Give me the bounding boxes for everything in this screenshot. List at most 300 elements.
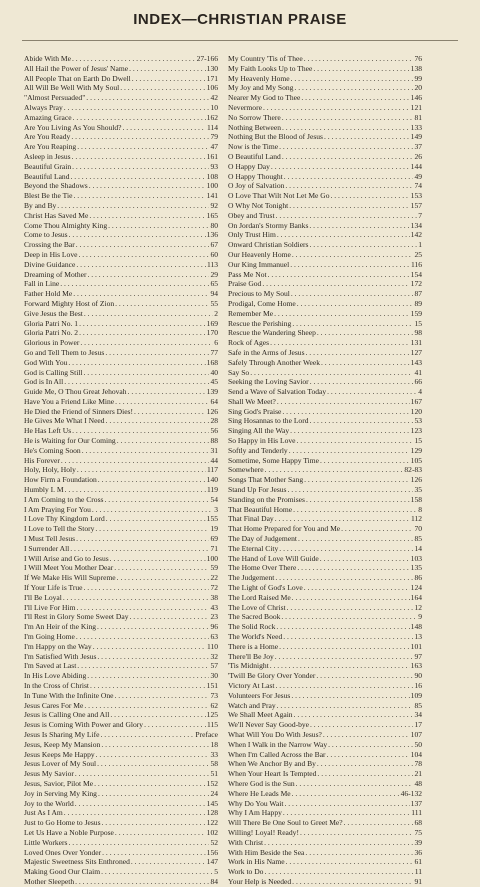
index-entry [228,652,422,662]
hymn-number: 71 [210,543,218,553]
index-entry [228,495,422,505]
index-entry [228,93,422,103]
hymn-title: Jesus is Coming With Power and Glory [24,720,144,730]
index-entry [228,64,422,74]
dot-leader [100,730,194,740]
dot-leader [78,250,209,260]
hymn-title: Nothing Between [228,122,282,132]
dot-leader [277,397,410,407]
index-entry [24,828,218,838]
hymn-number: 16 [414,681,422,690]
hymn-number: 13 [414,632,422,642]
hymn-number: 26 [414,151,422,161]
hymn-title: Our Heavenly Home [228,249,291,259]
index-entry [228,848,422,858]
hymn-title: Holy, Holy, Holy [24,465,76,475]
hymn-title: Beautiful Grain [24,161,72,171]
hymn-title: We Shall Meet Again [228,710,293,720]
hymn-number: 85 [414,700,422,710]
index-entry [228,465,422,475]
dot-leader [292,319,413,329]
dot-leader [321,358,410,368]
hymn-title: Forward Mighty Host of Zion [24,298,115,308]
hymn-number: 66 [414,377,422,387]
index-entry [24,181,218,191]
hymn-title: I Am Praying For You [24,504,91,514]
hymn-number: 115 [206,720,218,730]
hymn-number: 23 [210,612,218,622]
hymn-title: Joy to the World [24,798,74,808]
dot-leader [79,328,206,338]
hymn-number: 49 [414,171,422,181]
hymn-number: 64 [210,396,218,406]
hymn-title: All People That on Earth Do Dwell [24,73,131,83]
hymn-title: The Love of Christ [228,602,286,612]
dot-leader [79,319,206,329]
hymn-title: Where He Leads Me [228,788,291,798]
hymn-title: The Sacred Book [228,612,281,622]
dot-leader [323,730,410,740]
dot-leader [129,64,206,74]
hymn-number: 11 [414,867,422,877]
dot-leader [262,279,409,289]
dot-leader [281,612,417,622]
dot-leader [282,407,409,417]
dot-leader [115,828,206,838]
hymn-number: 146 [410,93,422,103]
hymn-number: 41 [414,367,422,377]
dot-leader [76,603,209,613]
index-entry [228,759,422,769]
dot-leader [117,573,210,583]
index-entry [228,730,422,740]
hymn-number: 141 [206,191,218,201]
hymn-number: 100 [206,553,218,563]
dot-leader [84,701,209,711]
hymn-number: 82-83 [404,465,422,475]
index-entry [24,407,218,417]
hymn-number: 12 [414,602,422,612]
hymn-number: 144 [410,161,422,171]
hymn-title: Work in His Name [228,857,285,867]
index-entry [24,612,218,622]
index-entry [24,808,218,818]
hymn-title: Abide With Me [24,54,71,63]
hymn-title: Just As I Am [24,808,63,818]
dot-leader [294,710,414,720]
index-entry [228,250,422,260]
hymn-number: 133 [410,122,422,132]
dot-leader [68,358,205,368]
dot-leader [277,230,410,240]
dot-leader [291,74,414,84]
hymn-title: Let Us Have a Noble Purpose [24,827,114,837]
dot-leader [270,661,410,671]
dot-leader [96,750,210,760]
hymn-number: 92 [210,200,218,210]
index-entry [24,583,218,593]
index-entry [228,828,422,838]
hymn-number: 113 [206,259,218,269]
dot-leader [320,456,410,466]
dot-leader [73,191,205,201]
dot-leader [130,612,210,622]
hymn-title: Softly and Tenderly [228,445,288,455]
hymn-number: 105 [410,455,422,465]
dot-leader [275,514,410,524]
index-entry [24,123,218,133]
index-entry [228,514,422,524]
hymn-number: 162 [206,112,218,122]
dot-leader [327,750,410,760]
hymn-number: 29 [210,269,218,279]
index-entry [228,632,422,642]
index-entry [228,612,422,622]
dot-leader [292,250,414,260]
index-entry [228,475,422,485]
dot-leader [63,593,210,603]
hymn-title: Loved Ones Over Yonder [24,847,102,857]
hymn-title: Come to Jesus [24,230,68,240]
hymn-number: 112 [410,514,422,524]
hymn-title: There'll Be Joy [228,651,274,661]
index-entry [228,603,422,613]
hymn-number: 28 [210,416,218,426]
index-entry [228,368,422,378]
hymn-title: When Your Heart Is Tempted [228,769,317,779]
index-entry [24,64,218,74]
dot-leader [97,652,209,662]
index-entry [228,309,422,319]
hymn-title: The World's Need [228,632,283,642]
dot-leader [310,240,418,250]
dot-leader [97,622,209,632]
title-rule [22,40,458,41]
hymn-number: 45 [210,377,218,387]
hymn-title: The Day of Judgement [228,534,297,544]
hymn-title: My Country 'Tis of Thee [228,54,303,63]
hymn-title: I Am Coming to the Cross [24,494,104,504]
dot-leader [279,142,413,152]
dot-leader [106,514,206,524]
dot-leader [57,201,209,211]
hymn-title: Majestic Sweetness Sits Enthroned [24,857,130,867]
dot-leader [110,710,205,720]
hymn-title: Nothing But the Blood of Jesus [228,132,323,142]
dot-leader [70,172,205,182]
hymn-title: What Will You Do With Jesus? [228,729,322,739]
hymn-number: 97 [414,651,422,661]
hymn-number: 155 [206,514,218,524]
index-entry [228,544,422,554]
index-entry [228,74,422,84]
dot-leader [76,260,206,270]
dot-leader [320,554,410,564]
hymn-title: Will There Be One Soul to Greet Me? [228,818,343,828]
dot-leader [60,279,209,289]
dot-leader [104,495,209,505]
index-entry [24,54,218,64]
index-entry [228,221,422,231]
hymn-number: 60 [210,249,218,259]
dot-leader [80,338,213,348]
dot-leader [304,475,410,485]
dot-leader [72,426,209,436]
dot-leader [65,485,206,495]
index-entry [228,681,422,691]
index-entry [24,514,218,524]
index-entry [228,348,422,358]
index-entry [24,681,218,691]
hymn-title: Divine Guidance [24,259,76,269]
dot-leader [117,436,210,446]
index-entry [24,720,218,730]
dot-leader [284,799,409,809]
hymn-number: 48 [414,778,422,788]
hymn-number: 78 [414,759,422,769]
index-entry [24,250,218,260]
hymn-title: He's Coming Soon [24,445,81,455]
dot-leader [77,465,206,475]
hymn-number: 134 [410,220,422,230]
hymn-number: 100 [206,181,218,191]
hymn-title: I Love to Tell the Story [24,524,95,534]
hymn-number: 147 [206,857,218,867]
dot-leader [301,93,409,103]
hymn-title: O Happy Thought [228,171,283,181]
dot-leader [72,152,206,162]
index-entry [228,260,422,270]
hymn-number: 55 [210,298,218,308]
hymn-number: 63 [210,632,218,642]
hymn-title: Onward Christian Soldiers [228,240,309,250]
hymn-number: 1 [418,240,422,250]
index-entry [24,338,218,348]
hymn-number: 137 [410,798,422,808]
hymn-number: 70 [414,524,422,534]
dot-leader [310,720,413,730]
hymn-number: 161 [206,151,218,161]
hymn-title: Father Hold Me [24,289,73,299]
hymn-title: Beautiful Land [24,171,70,181]
hymn-title: Songs That Mother Sang [228,475,304,485]
hymn-title: O Love That Wilt Not Let Me Go [228,191,330,201]
index-entry [24,691,218,701]
hymn-title: Dreaming of Mother [24,269,87,279]
hymn-number: 128 [206,808,218,818]
index-entry [228,377,422,387]
hymn-title: Always Pray [24,102,63,112]
hymn-number: 27-166 [196,54,218,63]
hymn-number: 172 [410,279,422,289]
hymn-number: 88 [210,436,218,446]
dot-leader [317,769,413,779]
hymn-number: 74 [414,181,422,191]
hymn-title: Jesus My Savior [24,769,74,779]
hymn-number: 79 [210,132,218,142]
index-entry [24,436,218,446]
index-entry [24,818,218,828]
hymn-title: Are You Ready [24,132,71,142]
index-entry [24,740,218,750]
dot-leader [286,857,414,867]
hymn-number: 125 [206,710,218,720]
hymn-number: 107 [410,729,422,739]
dot-leader [115,397,209,407]
hymn-title: Somewhere [228,465,264,475]
hymn-number: 127 [410,347,422,357]
hymn-number: 151 [206,681,218,690]
hymn-number: 34 [414,710,422,720]
hymn-title: Willing! Loyal! Ready! [228,827,299,837]
index-entry [24,201,218,211]
dot-leader [292,877,413,887]
hymn-number: 119 [206,485,218,495]
hymn-number: 33 [210,749,218,759]
index-entry [228,103,422,113]
hymn-title: Stand Up For Jesus [228,485,287,495]
index-entry [24,142,218,152]
index-entry [24,132,218,142]
dot-leader [68,838,209,848]
dot-leader [276,681,414,691]
dot-leader [270,338,410,348]
dot-leader [110,554,206,564]
index-entry [24,622,218,632]
index-entry [24,701,218,711]
hymn-title: Sing Hosannas to the Lord [228,416,309,426]
index-entry [228,162,422,172]
index-entry [24,838,218,848]
hymn-number: 54 [210,494,218,504]
hymn-number: 102 [206,827,218,837]
index-entry [24,289,218,299]
hymn-number: 169 [206,318,218,328]
hymn-title: When I Walk in the Narrow Way [228,739,328,749]
dot-leader [309,221,409,231]
dot-leader [304,54,414,64]
index-entry [228,456,422,466]
hymn-number: 99 [414,73,422,83]
hymn-number: 61 [414,857,422,867]
index-entry [228,416,422,426]
hymn-title: When I'm Called Across the Bar [228,749,326,759]
dot-leader [72,162,209,172]
index-entry [24,299,218,309]
hymn-number: 96 [210,622,218,632]
dot-leader [76,240,210,250]
hymn-title: In His Love Abiding [24,671,87,681]
index-entry [228,485,422,495]
hymn-title: Mother Sleepeth [24,876,75,886]
dot-leader [291,289,414,299]
dot-leader [64,377,209,387]
dot-leader [76,534,209,544]
index-entry [24,759,218,769]
hymn-title: I'm Satisfied With Jesus [24,651,97,661]
page-title: INDEX—CHRISTIAN PRAISE [133,11,347,28]
hymn-title: O Why Not Tonight [228,200,289,210]
hymn-title: The Lord Raised Me [228,592,291,602]
index-entry [228,338,422,348]
hymn-number: 87 [414,289,422,299]
index-entry [228,211,422,221]
dot-leader [120,83,205,93]
hymn-title: Jesus Keeps Me Happy [24,749,95,759]
dot-leader [64,103,210,113]
index-entry [228,436,422,446]
hymn-number: 15 [414,436,422,446]
hymn-number: 120 [410,406,422,416]
hymn-title: Deep in His Love [24,249,78,259]
index-entry [24,779,218,789]
hymn-number: 101 [410,641,422,651]
hymn-number: 2 [214,308,218,318]
index-entry [24,240,218,250]
hymn-title: We'll Never Say Good-bye [228,720,310,730]
hymn-title: My Faith Looks Up to Thee [228,63,313,73]
hymn-number: 31 [210,445,218,455]
hymn-title: Safely Through Another Week [228,357,320,367]
hymn-title: My Heavenly Home [228,73,290,83]
hymn-title: Humbly I. M [24,485,64,495]
hymn-number: 43 [210,602,218,612]
hymn-title: Jesus Lover of My Soul [24,759,97,769]
hymn-number: 20 [414,83,422,93]
dot-leader [292,789,400,799]
dot-leader [87,671,209,681]
hymn-title: Christ Has Saved Me [24,210,89,220]
dot-leader [313,64,409,74]
index-entry [24,426,218,436]
hymn-title: O Beautiful Land [228,151,281,161]
hymn-number: 24 [210,788,218,798]
hymn-title: Seeking the Loving Savior [228,377,309,387]
hymn-number: 152 [206,778,218,788]
hymn-number: 114 [206,122,218,132]
hymn-number: 67 [210,240,218,250]
hymn-title: Just to Go Home to Jesus [24,818,101,828]
dot-leader [93,642,206,652]
hymn-number: 84 [210,876,218,886]
index-entry [228,172,422,182]
index-entry [24,319,218,329]
dot-leader [82,446,210,456]
hymn-title: 'Tis Midnight [228,661,269,671]
index-entry [24,162,218,172]
hymn-number: 116 [410,259,422,269]
hymn-number: 53 [414,416,422,426]
index-entry [228,319,422,329]
index-entry [228,740,422,750]
hymn-number: 65 [210,279,218,289]
index-entry [24,603,218,613]
dot-leader [89,211,205,221]
hymn-title: So Happy in His Love [228,436,296,446]
index-entry [228,818,422,828]
hymn-title: Rock of Ages [228,338,270,348]
dot-leader [90,681,206,691]
index-entry [24,270,218,280]
index-entry [228,407,422,417]
index-entry [24,387,218,397]
hymn-number: 168 [206,357,218,367]
hymn-title: Volunteers For Jesus [228,690,291,700]
hymn-title: Are You Living As You Should? [24,122,122,132]
index-entry [24,544,218,554]
hymn-number: 94 [210,289,218,299]
hymn-title: Go and Tell Them to Jesus [24,347,105,357]
